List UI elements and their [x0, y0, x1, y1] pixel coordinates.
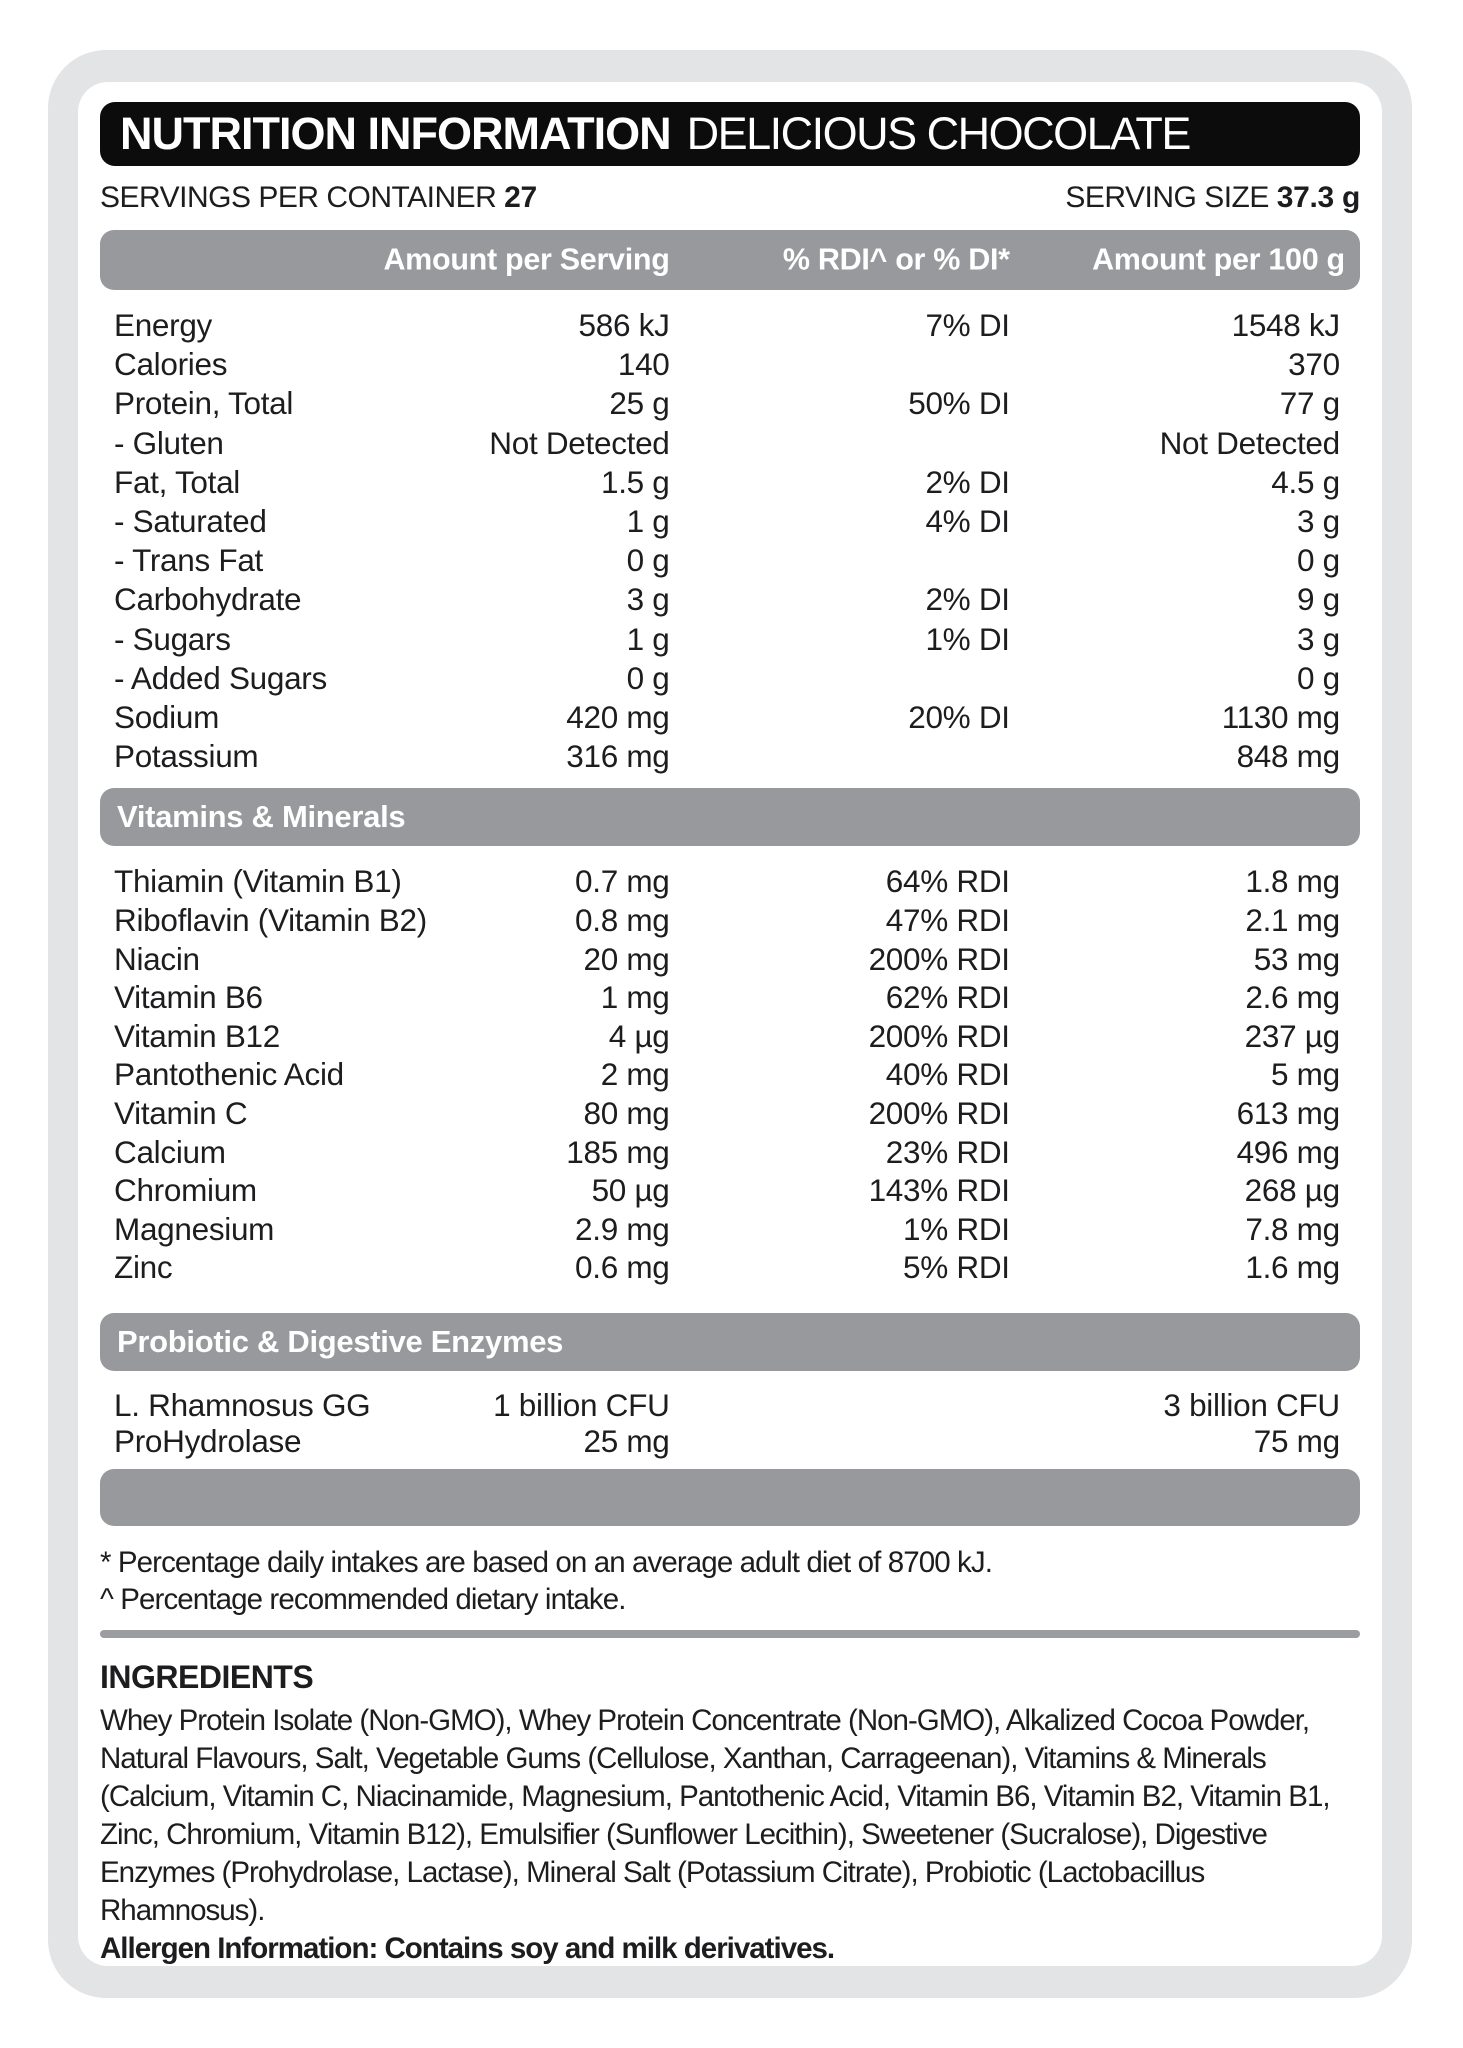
cell-serving: 586 kJ: [578, 307, 670, 343]
divider: [100, 1630, 1360, 1638]
section-header-probiotic: Probiotic & Digestive Enzymes: [100, 1313, 1360, 1371]
table-row: [100, 580, 1360, 619]
table-row: [100, 502, 1360, 541]
cell-serving: 0 g: [626, 542, 670, 579]
cell-serving: 140: [617, 346, 670, 383]
table-row: [100, 620, 1360, 659]
cell-per100: 9 g: [1296, 581, 1340, 618]
title-bar: [100, 102, 1360, 166]
table-row: [100, 1017, 1360, 1056]
ingredients-list: Whey Protein Isolate (Non-GMO), Whey Protein Concentrate (Non-GMO), Alkalized Cocoa Powder, Natural Flavours, Salt, Vegetable Gums (Cellulose, Xanthan, Carrageenan), Vitamins & Minerals (Calcium, Vitamin C, Niacinamide, Magnesium, Pantothenic Acid, Vitamin B6, Vitamin B2, Vitamin B1, Zinc, Chromium, Vitamin B12), Emulsifier (Sunflower Lecithin), Sweetener (Sucralose), Digestive Enzymes (Prohydrolase, Lactase), Mineral Salt (Potassium Citrate), Probiotic (Lactobacillus Rhamnosus).: [100, 1703, 1330, 1927]
cell-name: Vitamin C: [114, 1095, 248, 1131]
cell-rdi: 47% RDI: [885, 902, 1010, 939]
cell-per100: 370: [1288, 346, 1340, 383]
cell-per100: 0 g: [1296, 542, 1340, 579]
cell-rdi: 50% DI: [908, 385, 1010, 422]
cell-per100: 75 mg: [1253, 1422, 1340, 1459]
table-row: [100, 424, 1360, 463]
cell-name: Calories: [114, 346, 228, 383]
page-title: NUTRITION INFORMATION: [120, 108, 671, 159]
cell-rdi: 200% RDI: [868, 940, 1010, 977]
cell-name: Riboflavin (Vitamin B2): [114, 902, 427, 939]
footnote-rdi: ^ Percentage recommended dietary intake.: [100, 1582, 626, 1616]
cell-name: Pantothenic Acid: [114, 1056, 344, 1093]
cell-rdi: 40% RDI: [885, 1056, 1010, 1093]
serving-size-label: SERVING SIZE: [1065, 181, 1269, 214]
servings-label: SERVINGS PER CONTAINER: [100, 181, 497, 214]
cell-per100: 3 billion CFU: [1163, 1386, 1340, 1423]
cell-serving: 0.6 mg: [575, 1249, 670, 1286]
flavor-name: DELICIOUS CHOCOLATE: [686, 108, 1190, 159]
cell-name: Fat, Total: [114, 463, 240, 500]
table-row: [100, 1387, 1360, 1423]
table-row: [100, 737, 1360, 776]
cell-per100: 237 µg: [1244, 1017, 1340, 1054]
cell-serving: 1 g: [626, 503, 670, 540]
ingredients-text: [100, 1702, 1360, 1968]
cell-rdi: 1% DI: [925, 620, 1010, 657]
table-row: [100, 1171, 1360, 1210]
cell-per100: 1130 mg: [1221, 699, 1340, 736]
cell-name: Zinc: [114, 1249, 173, 1286]
table-row: [100, 901, 1360, 940]
probiotic-rows: [100, 1387, 1360, 1459]
table-row: [100, 698, 1360, 737]
cell-serving: 1 g: [626, 620, 670, 657]
table-row: [100, 384, 1360, 423]
cell-per100: 2.1 mg: [1245, 902, 1340, 939]
cell-rdi: 5% RDI: [903, 1249, 1010, 1286]
cell-serving: 1.5 g: [600, 463, 670, 500]
cell-per100: 77 g: [1279, 385, 1340, 422]
label-frame: [48, 50, 1412, 1998]
table-row: [100, 1055, 1360, 1094]
table-row: [100, 862, 1360, 901]
cell-serving: 1 billion CFU: [493, 1386, 670, 1423]
cell-rdi: 143% RDI: [868, 1172, 1010, 1209]
cell-serving: 80 mg: [583, 1095, 670, 1131]
main-nutrient-rows: [100, 306, 1360, 776]
cell-serving: 316 mg: [566, 738, 670, 775]
cell-per100: 613 mg: [1236, 1095, 1340, 1131]
table-row: [100, 940, 1360, 979]
vitamins-rows: [100, 862, 1360, 1287]
section-header-vitamins: Vitamins & Minerals: [100, 788, 1360, 846]
cell-name: Protein, Total: [114, 385, 294, 422]
cell-per100: 0 g: [1296, 659, 1340, 696]
cell-rdi: 7% DI: [925, 307, 1010, 343]
cell-serving: 2 mg: [600, 1056, 670, 1093]
cell-serving: 25 mg: [583, 1422, 670, 1459]
table-row: [100, 1423, 1360, 1459]
cell-rdi: 4% DI: [925, 503, 1010, 540]
column-header-bar: [100, 230, 1360, 290]
cell-name: - Gluten: [114, 424, 224, 461]
cell-rdi: 200% RDI: [868, 1095, 1010, 1131]
cell-serving: 0.8 mg: [575, 902, 670, 939]
cell-serving: 50 µg: [591, 1172, 670, 1209]
cell-name: - Added Sugars: [114, 659, 327, 696]
cell-serving: 20 mg: [583, 940, 670, 977]
cell-name: Energy: [114, 307, 213, 343]
table-row: [100, 1248, 1360, 1287]
cell-name: Niacin: [114, 940, 200, 977]
cell-per100: 3 g: [1296, 620, 1340, 657]
cell-name: Magnesium: [114, 1210, 275, 1247]
cell-per100: 2.6 mg: [1245, 979, 1340, 1016]
cell-name: - Saturated: [114, 503, 267, 540]
cell-rdi: 2% DI: [925, 463, 1010, 500]
cell-per100: 496 mg: [1236, 1133, 1340, 1170]
table-row: [100, 1133, 1360, 1172]
cell-name: Carbohydrate: [114, 581, 302, 618]
cell-name: Vitamin B6: [114, 979, 263, 1016]
cell-rdi: 2% DI: [925, 581, 1010, 618]
cell-per100: 3 g: [1296, 503, 1340, 540]
cell-serving: 4 µg: [608, 1017, 670, 1054]
cell-name: ProHydrolase: [114, 1422, 302, 1459]
table-row: [100, 659, 1360, 698]
cell-per100: 848 mg: [1236, 738, 1340, 775]
cell-serving: 25 g: [609, 385, 670, 422]
table-row: [100, 541, 1360, 580]
cell-serving: 3 g: [626, 581, 670, 618]
cell-per100: 1.8 mg: [1245, 863, 1340, 900]
ingredients-heading: INGREDIENTS: [100, 1658, 314, 1695]
table-row: [100, 1094, 1360, 1133]
cell-rdi: 64% RDI: [885, 863, 1010, 900]
column-header-per-serving: Amount per Serving: [383, 242, 670, 277]
cell-serving: 420 mg: [566, 699, 670, 736]
cell-per100: 1548 kJ: [1231, 307, 1340, 343]
cell-name: - Trans Fat: [114, 542, 263, 579]
cell-name: Potassium: [114, 738, 259, 775]
serving-size-value: 37.3 g: [1276, 181, 1360, 214]
cell-per100: 53 mg: [1253, 940, 1340, 977]
cell-rdi: 23% RDI: [885, 1133, 1010, 1170]
servings-row: [100, 179, 1360, 217]
cell-serving: 2.9 mg: [575, 1210, 670, 1247]
footnote-daily-intake: * Percentage daily intakes are based on an average adult diet of 8700 kJ.: [100, 1545, 993, 1579]
cell-name: Chromium: [114, 1172, 257, 1209]
cell-name: Sodium: [114, 699, 220, 736]
serving-size: [1065, 179, 1360, 217]
column-header-rdi: % RDI^ or % DI*: [782, 242, 1010, 277]
cell-rdi: 62% RDI: [885, 979, 1010, 1016]
table-row: [100, 978, 1360, 1017]
cell-per100: 268 µg: [1244, 1172, 1340, 1209]
cell-name: Thiamin (Vitamin B1): [114, 863, 402, 900]
table-row: [100, 463, 1360, 502]
footnotes: [100, 1544, 1360, 1618]
cell-serving: 1 mg: [600, 979, 670, 1016]
cell-per100: 4.5 g: [1271, 463, 1340, 500]
cell-serving: Not Detected: [489, 424, 670, 461]
cell-per100: 1.6 mg: [1245, 1249, 1340, 1286]
cell-serving: 185 mg: [566, 1133, 670, 1170]
cell-rdi: 20% DI: [908, 699, 1010, 736]
table-row: [100, 306, 1360, 345]
cell-name: Vitamin B12: [114, 1017, 280, 1054]
cell-serving: 0 g: [626, 659, 670, 696]
blank-section-bar: [100, 1469, 1360, 1526]
cell-rdi: 1% RDI: [903, 1210, 1010, 1247]
column-header-per-100g: Amount per 100 g: [1092, 242, 1345, 277]
table-row: [100, 1210, 1360, 1249]
cell-name: L. Rhamnosus GG: [114, 1386, 371, 1423]
cell-rdi: 200% RDI: [868, 1017, 1010, 1054]
cell-per100: Not Detected: [1159, 424, 1340, 461]
nutrition-label-card: [78, 82, 1382, 1966]
cell-per100: 5 mg: [1271, 1056, 1340, 1093]
cell-name: - Sugars: [114, 620, 231, 657]
allergen-info: Allergen Information: Contains soy and milk derivatives.: [100, 1931, 835, 1965]
servings-per-container: [100, 179, 537, 217]
cell-serving: 0.7 mg: [575, 863, 670, 900]
table-row: [100, 345, 1360, 384]
servings-value: 27: [504, 181, 537, 214]
cell-name: Calcium: [114, 1133, 226, 1170]
cell-per100: 7.8 mg: [1245, 1210, 1340, 1247]
